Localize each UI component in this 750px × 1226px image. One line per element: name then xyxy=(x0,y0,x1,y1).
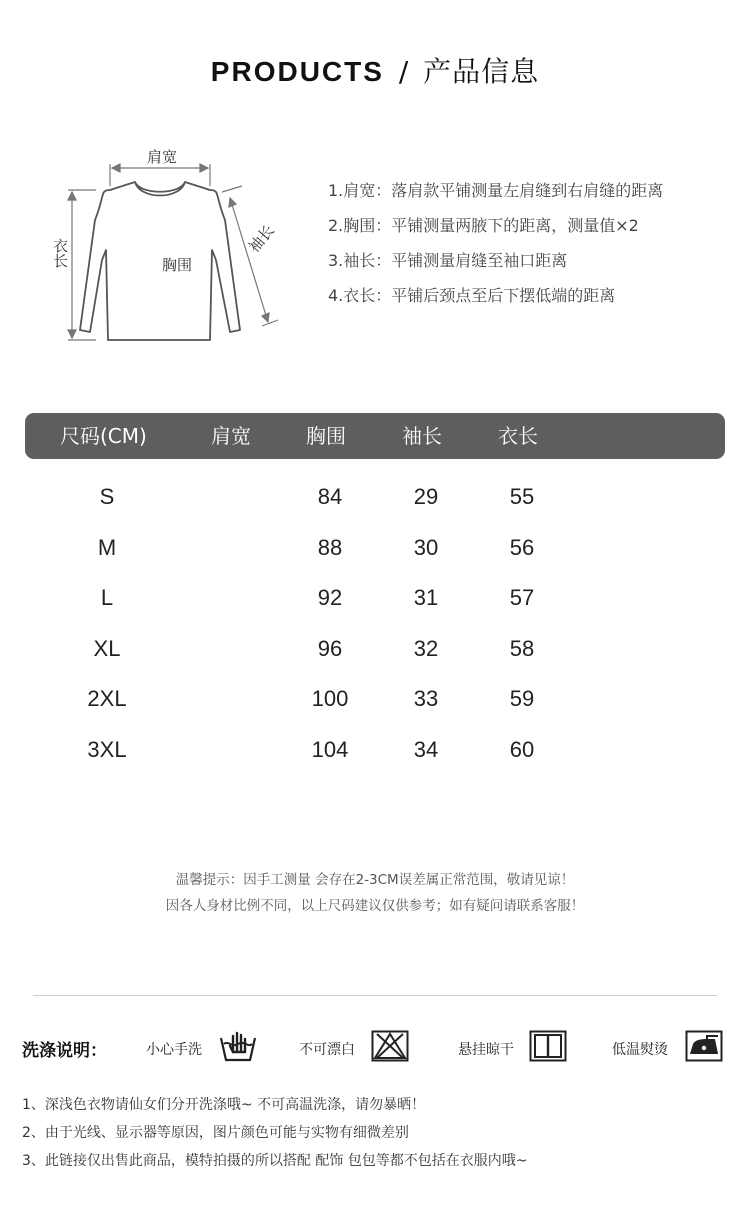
header-sleeve: 袖长 xyxy=(402,424,442,448)
footer-note-3: 3、此链接仅出售此商品，模特拍摄的所以搭配 配饰 包包等都不包括在衣服内哦~ xyxy=(22,1153,528,1169)
table-row xyxy=(0,472,750,523)
footer-note-1: 1、深浅色衣物请仙女们分开洗涤哦~ 不可高温洗涤，请勿暴晒！ xyxy=(22,1097,426,1113)
cell-sleeve: 34 xyxy=(413,736,439,762)
section-divider xyxy=(33,995,717,996)
cell-sleeve: 33 xyxy=(413,686,439,711)
cell-length: 60 xyxy=(509,736,535,762)
page-title xyxy=(0,50,750,90)
note-shoulder: 1.肩宽：落肩款平铺测量左肩缝到右肩缝的距离 xyxy=(328,181,664,200)
care-label-hand-wash: 小心手洗 xyxy=(146,1042,202,1058)
table-row xyxy=(0,674,750,725)
size-table-body xyxy=(0,472,750,775)
footer-note-2: 2、由于光线、显示器等原因，图片颜色可能与实物有细微差别 xyxy=(22,1125,409,1141)
care-instructions xyxy=(0,1028,750,1068)
cell-size: M xyxy=(97,534,117,560)
cell-sleeve: 32 xyxy=(413,635,439,661)
cell-size: 2XL xyxy=(87,686,127,711)
header-length: 衣长 xyxy=(498,424,538,448)
header-chest: 胸围 xyxy=(306,424,346,448)
size-table-header xyxy=(25,413,725,459)
cell-sleeve: 29 xyxy=(413,484,439,509)
cell-chest: 96 xyxy=(317,635,343,661)
cell-length: 56 xyxy=(509,534,535,560)
diagram-chest-label: 胸围 xyxy=(162,256,193,274)
cell-chest: 100 xyxy=(311,686,349,711)
low-iron-icon xyxy=(685,1030,723,1062)
title-en: PRODUCTS xyxy=(210,56,384,87)
cell-length: 57 xyxy=(509,585,535,610)
cell-sleeve: 31 xyxy=(413,585,439,610)
note-sleeve: 3.袖长：平铺测量肩缝至袖口距离 xyxy=(328,251,568,270)
care-label-low-iron: 低温熨烫 xyxy=(612,1042,668,1058)
hand-wash-icon xyxy=(218,1030,258,1064)
cell-chest: 88 xyxy=(317,534,343,560)
hang-dry-icon xyxy=(529,1030,567,1062)
tip-line-1: 温馨提示：因手工测量 会存在2-3CM误差属正常范围，敬请见谅！ xyxy=(175,872,575,888)
footer-notes xyxy=(22,1094,528,1178)
cell-length: 55 xyxy=(509,484,535,509)
table-row xyxy=(0,573,750,624)
note-length: 4.衣长：平铺后颈点至后下摆低端的距离 xyxy=(328,286,616,305)
table-row xyxy=(0,624,750,675)
diagram-shoulder-label: 肩宽 xyxy=(147,148,178,166)
title-separator: / xyxy=(398,55,409,88)
cell-size: S xyxy=(99,484,115,509)
cell-length: 58 xyxy=(509,635,535,661)
header-size: 尺码(CM) xyxy=(60,424,147,448)
cell-size: L xyxy=(100,585,114,610)
care-title: 洗涤说明： xyxy=(22,1041,107,1061)
no-bleach-icon xyxy=(371,1030,409,1062)
cell-length: 59 xyxy=(509,686,535,711)
care-label-hang-dry: 悬挂晾干 xyxy=(458,1042,514,1058)
cell-sleeve: 30 xyxy=(413,534,439,560)
cell-size: XL xyxy=(93,635,121,661)
diagram-length-label: 衣长 xyxy=(51,238,69,268)
header-shoulder: 肩宽 xyxy=(211,424,251,448)
diagram-sleeve-label: 袖长 xyxy=(244,221,278,257)
measurement-notes xyxy=(328,180,663,320)
measurement-diagram xyxy=(40,140,290,350)
cell-size: 3XL xyxy=(87,736,127,762)
cell-chest: 92 xyxy=(317,585,343,610)
care-label-no-bleach: 不可漂白 xyxy=(299,1042,355,1058)
table-row xyxy=(0,725,750,776)
tip-line-2: 因各人身材比例不同，以上尺码建议仅供参考；如有疑问请联系客服！ xyxy=(165,898,585,914)
cell-chest: 84 xyxy=(317,484,343,509)
table-row xyxy=(0,523,750,574)
title-zh: 产品信息 xyxy=(423,55,540,88)
note-chest: 2.胸围：平铺测量两腋下的距离，测量值×2 xyxy=(328,216,639,235)
cell-chest: 104 xyxy=(311,736,349,762)
